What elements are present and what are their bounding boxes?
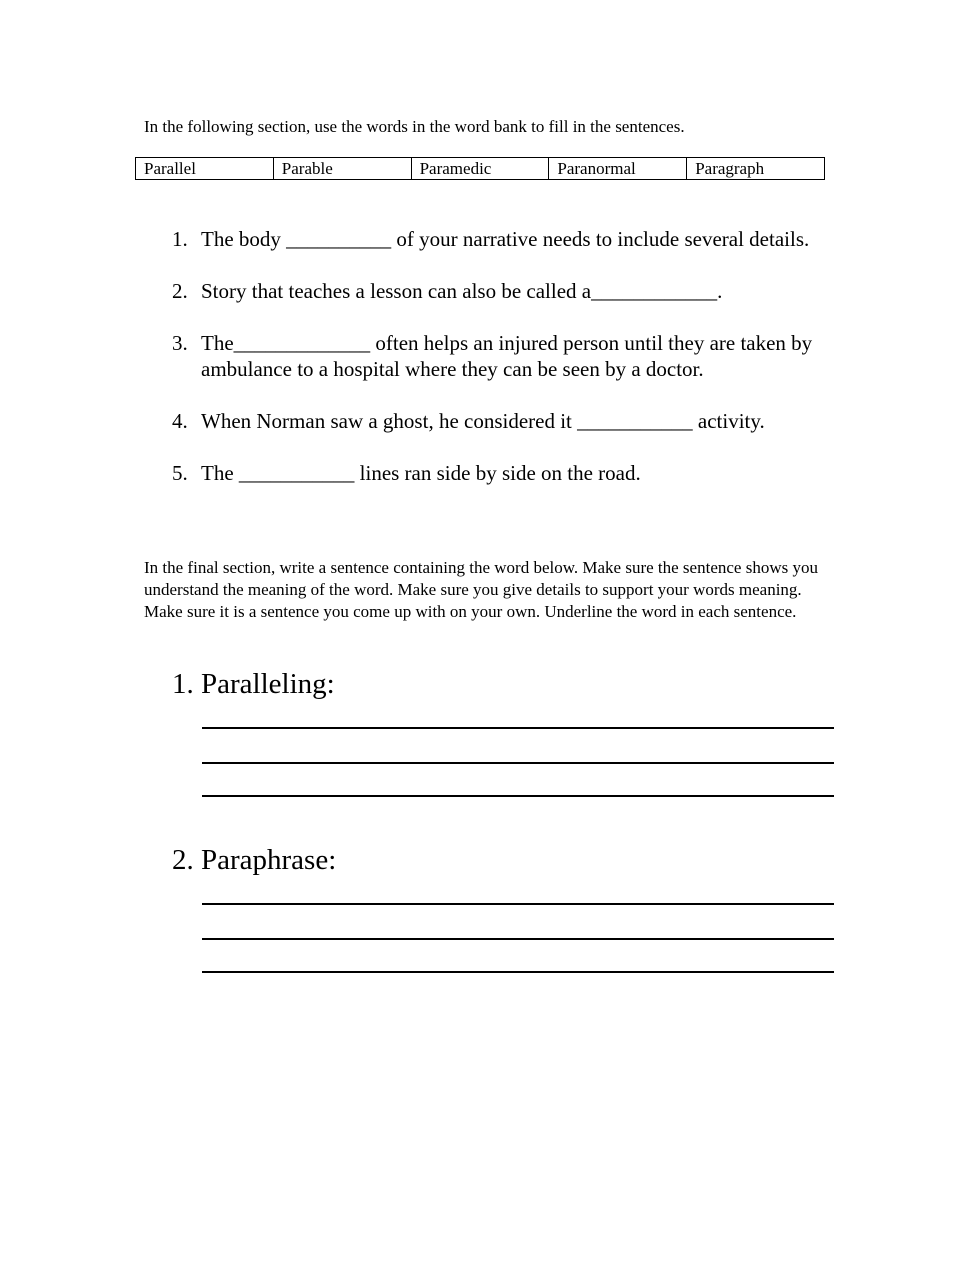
writing-prompt <box>0 667 979 701</box>
writing-prompt-heading <box>0 843 979 877</box>
word-bank-table <box>135 157 825 180</box>
sentence-text: When Norman saw a ghost, he considered it ___________ activity. <box>201 409 765 433</box>
prompt-number: 1. <box>172 668 194 700</box>
sentence-number: 3. <box>172 331 188 355</box>
writing-prompt-heading <box>0 667 979 701</box>
sentence-number: 5. <box>172 461 188 485</box>
fill-in-sentence-list <box>0 226 979 512</box>
word-bank-cell: Paranormal <box>549 158 687 180</box>
answer-line[interactable] <box>202 727 834 729</box>
answer-line[interactable] <box>202 795 834 797</box>
sentence-text: The body __________ of your narrative needs to include several details. <box>201 227 810 251</box>
sentence-text: Story that teaches a lesson can also be called a____________. <box>201 279 723 303</box>
prompt-number: 2. <box>172 844 194 876</box>
word-bank-row <box>136 158 825 180</box>
sentence-number: 1. <box>172 227 188 251</box>
fill-in-sentence <box>0 278 979 304</box>
answer-line[interactable] <box>202 762 834 764</box>
section2-instructions: In the final section, write a sentence containing the word below. Make sure the sentence shows you understand the meaning of the word. Make sure you give details to support your words meaning. Make sure it is a sentence you come up with on your own. Underline the word in each sentence. <box>144 558 818 621</box>
prompt-word: Paraphrase: <box>201 844 337 876</box>
fill-in-sentence <box>0 226 979 252</box>
answer-line[interactable] <box>202 938 834 940</box>
fill-in-sentence <box>0 460 979 486</box>
word-bank-cell: Paragraph <box>687 158 825 180</box>
writing-prompt <box>0 843 979 877</box>
prompt-word: Paralleling: <box>201 668 335 700</box>
fill-in-sentence <box>0 330 979 382</box>
sentence-number: 4. <box>172 409 188 433</box>
word-bank-cell: Parable <box>273 158 411 180</box>
answer-line[interactable] <box>202 903 834 905</box>
section1-instructions: In the following section, use the words in the word bank to fill in the sentences. <box>144 117 685 136</box>
word-bank-cell: Paramedic <box>411 158 549 180</box>
answer-line[interactable] <box>202 971 834 973</box>
fill-in-sentence <box>0 408 979 434</box>
word-bank-cell: Parallel <box>136 158 274 180</box>
sentence-number: 2. <box>172 279 188 303</box>
sentence-text: The ___________ lines ran side by side on the road. <box>201 461 641 485</box>
sentence-text: The_____________ often helps an injured person until they are taken by ambulance to a hospital where they can be seen by a doctor. <box>201 331 813 381</box>
